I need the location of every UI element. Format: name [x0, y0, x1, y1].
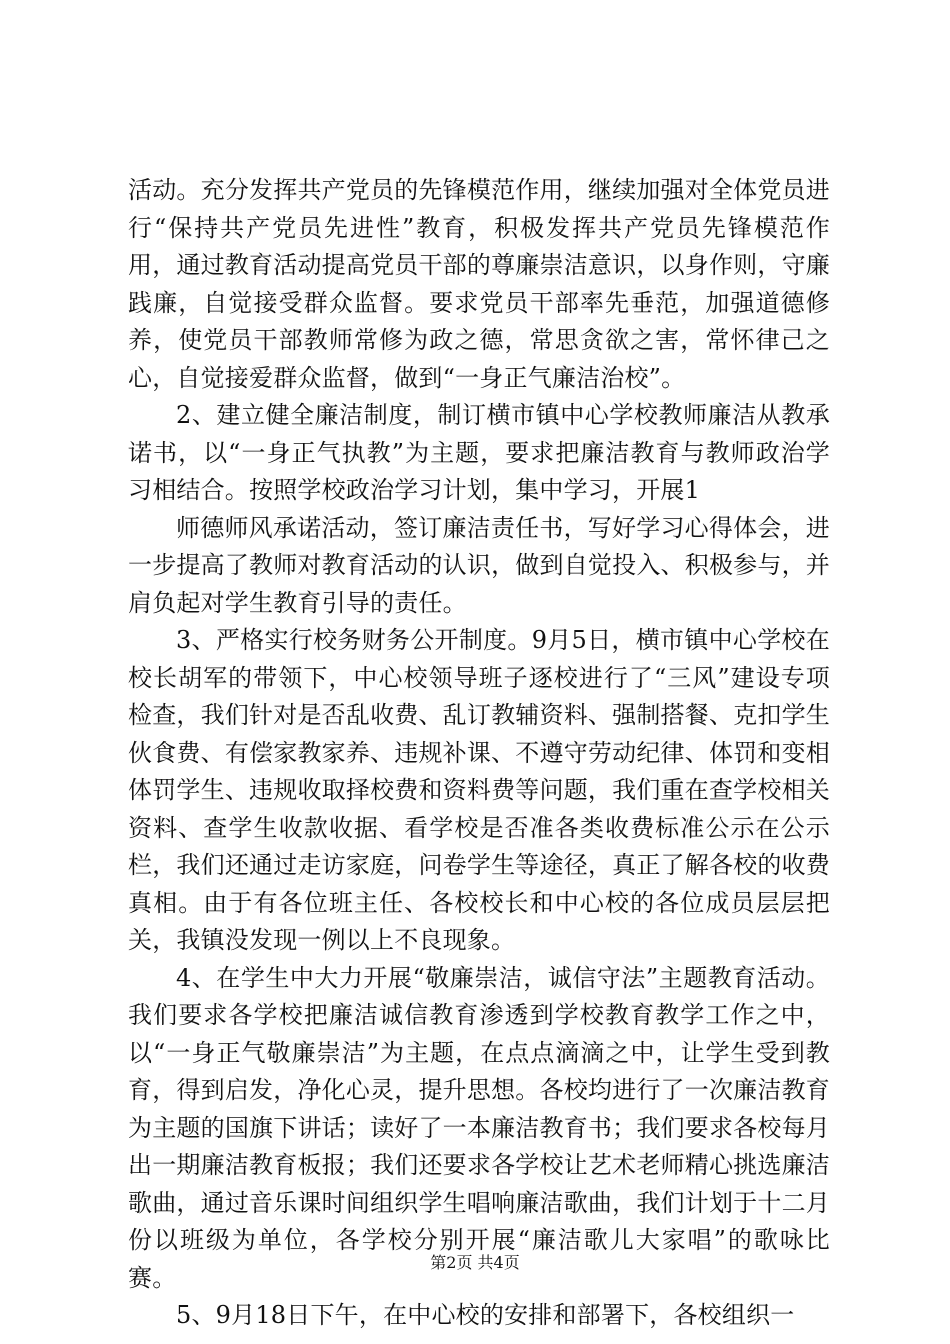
paragraph: 活动。充分发挥共产党员的先锋模范作用，继续加强对全体党员进行“保持共产党员先进性”教育，积极发挥共产党员先锋模范作用，通过教育活动提高党员干部的尊廉崇洁意识，以身作则，守廉践廉，自觉接受群众监督。要求党员干部率先垂范，加强道德修养，使党员干部教师常修为政之德，常思贪欲之害，常怀律己之心，自觉接爱群众监督，做到“一身正气廉洁治校”。: [128, 176, 830, 392]
paragraph: 3、严格实行校务财务公开制度。9月5日，横市镇中心学校在校长胡军的带领下，中心校领导班子逐校进行了“三风”建设专项检查，我们针对是否乱收费、乱订教辅资料、强制搭餐、克扣学生伙食费、有偿家教家养、违规补课、不遵守劳动纪律、体罚和变相体罚学生、违规收取择校费和资料费等问题，我们重在查学校相关资料、查学生收款收据、看学校是否准各类收费标准公示在公示栏，我们还通过走访家庭，问卷学生等途径，真正了解各校的收费真相。由于有各位班主任、各校校长和中心校的各位成员层层把关，我镇没发现一例以上不良现象。: [128, 626, 830, 954]
page-footer: 第2页 共4页: [430, 1253, 520, 1272]
body-text: [128, 172, 830, 1335]
paragraph: 2、建立健全廉洁制度，制订横市镇中心学校教师廉洁从教承诺书，以“一身正气执教”为主题，要求把廉洁教育与教师政治学习相结合。按照学校政治学习计划，集中学习，开展1: [128, 401, 830, 504]
paragraph: 4、在学生中大力开展“敬廉崇洁，诚信守法”主题教育活动。我们要求各学校把廉洁诚信教育渗透到学校教育教学工作之中，以“一身正气敬廉崇洁”为主题，在点点滴滴之中，让学生受到教育，得到启发，净化心灵，提升思想。各校均进行了一次廉洁教育为主题的国旗下讲话；读好了一本廉洁教育书；我们要求各校每月出一期廉洁教育板报；我们还要求各学校让艺术老师精心挑选廉洁歌曲，通过音乐课时间组织学生唱响廉洁歌曲，我们计划于十二月份以班级为单位，各学校分别开展“廉洁歌儿大家唱”的歌咏比赛。: [128, 963, 830, 1292]
paragraph: 5、9月18日下午，在中心校的安排和部署下，各校组织一: [176, 1301, 795, 1329]
paragraph: 师德师风承诺活动，签订廉洁责任书，写好学习心得体会，进一步提高了教师对教育活动的认识，做到自觉投入、积极参与，并肩负起对学生教育引导的责任。: [128, 513, 830, 617]
